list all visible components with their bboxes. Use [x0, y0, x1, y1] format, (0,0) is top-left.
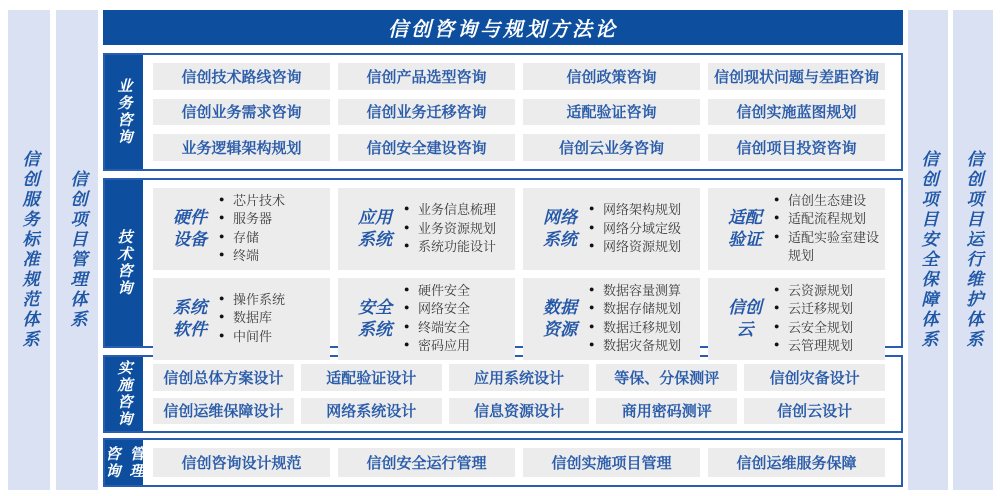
tech-card-bullets — [219, 192, 326, 266]
section-implementation-label: 实施咨询 — [115, 360, 133, 428]
section-management-label-col1: 咨询 — [103, 445, 121, 480]
business-item: 业务逻辑架构规划 — [153, 134, 330, 161]
business-item: 信创政策咨询 — [523, 63, 700, 90]
implementation-item: 信创云设计 — [744, 398, 885, 425]
tech-card-title: 安全 系统 — [358, 297, 392, 339]
bullet-item: ● 数据灾备规划 — [589, 337, 696, 355]
tech-card-title: 数据 资源 — [543, 297, 577, 339]
tech-card-cloud — [708, 278, 885, 360]
tech-card-title: 应用 系统 — [358, 207, 392, 249]
bullet-item: ● 业务资源规划 — [404, 220, 511, 238]
left-bar-project-management-label: 信创项目管理体系 — [67, 170, 87, 330]
bullet-item: ● 芯片技术 — [219, 192, 326, 210]
left-bar-service-standards — [8, 10, 50, 490]
bullet-item: ● 服务器 — [219, 210, 326, 228]
business-item: 信创云业务咨询 — [523, 134, 700, 161]
bullet-item: ● 网络分域定级 — [589, 220, 696, 238]
implementation-item: 信创运维保障设计 — [153, 398, 294, 425]
business-items-grid — [143, 55, 901, 169]
section-technical-label-bar — [105, 180, 143, 346]
bullet-item: ● 操作系统 — [219, 291, 326, 309]
business-item: 信创产品选型咨询 — [338, 63, 515, 90]
tech-card-title: 适配 验证 — [728, 207, 762, 249]
tech-card-bullets — [589, 282, 696, 356]
bullet-item: ● 数据存储规划 — [589, 300, 696, 318]
bullet-item: ● 数据库 — [219, 309, 326, 327]
section-business-consulting — [103, 53, 903, 171]
tech-card-title: 信创 云 — [728, 297, 762, 339]
bullet-item: ● 网络安全 — [404, 300, 511, 318]
management-items-grid — [143, 440, 901, 485]
business-item: 信创业务迁移咨询 — [338, 99, 515, 126]
section-implementation-consulting — [103, 355, 903, 433]
bullet-item: ● 终端安全 — [404, 319, 511, 337]
tech-card-bullets — [404, 282, 511, 356]
bullet-item: ● 系统功能设计 — [404, 238, 511, 256]
section-management-label-col2: 管理 — [127, 445, 145, 480]
bullet-item: ● 数据容量测算 — [589, 282, 696, 300]
tech-card-bullets — [589, 201, 696, 256]
implementation-items-grid — [143, 357, 901, 431]
technical-cards-grid — [143, 180, 901, 354]
implementation-item: 适配验证设计 — [301, 364, 442, 391]
tech-card-bullets — [404, 201, 511, 256]
business-item: 信创安全建设咨询 — [338, 134, 515, 161]
tech-card-data-resource — [523, 278, 700, 360]
section-implementation-label-bar — [105, 357, 143, 431]
section-business-label-bar — [105, 55, 143, 169]
bullet-item: ● 终端 — [219, 247, 326, 265]
management-item: 信创咨询设计规范 — [153, 448, 330, 477]
section-business-label: 业务咨询 — [115, 78, 133, 146]
business-item: 信创技术路线咨询 — [153, 63, 330, 90]
right-bar-operation-maintenance — [953, 10, 993, 490]
diagram-title: 信创咨询与规划方法论 — [103, 10, 903, 45]
bullet-item: ● 信创生态建设 — [774, 192, 881, 210]
section-consulting-management — [103, 438, 903, 487]
business-item: 信创业务需求咨询 — [153, 99, 330, 126]
business-item: 信创现状问题与差距咨询 — [708, 63, 885, 90]
tech-card-bullets — [219, 291, 326, 346]
bullet-item: ● 网络资源规划 — [589, 238, 696, 256]
business-item: 信创项目投资咨询 — [708, 134, 885, 161]
bullet-item: ● 业务信息梳理 — [404, 201, 511, 219]
business-item: 适配验证咨询 — [523, 99, 700, 126]
bullet-item: ● 云安全规划 — [774, 319, 881, 337]
bullet-item: ● 网络架构规划 — [589, 201, 696, 219]
section-technical-label: 技术咨询 — [115, 229, 133, 297]
tech-card-bullets — [774, 282, 881, 356]
main-panel — [103, 10, 903, 487]
bullet-item: ● 中间件 — [219, 328, 326, 346]
tech-card-system-software — [153, 278, 330, 360]
bullet-item: ● 云资源规划 — [774, 282, 881, 300]
right-bar-security-assurance-label: 信创项目安全保障体系 — [918, 150, 938, 350]
management-item: 信创实施项目管理 — [523, 448, 700, 477]
bullet-item: ● 数据迁移规划 — [589, 319, 696, 337]
implementation-item: 网络系统设计 — [301, 398, 442, 425]
section-management-label-bar — [105, 440, 143, 485]
implementation-item: 信息资源设计 — [449, 398, 590, 425]
implementation-item: 等保、分保测评 — [596, 364, 737, 391]
tech-card-security — [338, 278, 515, 360]
tech-card-title: 硬件 设备 — [173, 207, 207, 249]
tech-card-application — [338, 188, 515, 270]
business-item: 信创实施蓝图规划 — [708, 99, 885, 126]
management-item: 信创安全运行管理 — [338, 448, 515, 477]
bullet-item: ● 密码应用 — [404, 337, 511, 355]
tech-card-title: 网络 系统 — [543, 207, 577, 249]
bullet-item: ● 适配实验室建设规划 — [774, 229, 881, 266]
bullet-item: ● 适配流程规划 — [774, 210, 881, 228]
tech-card-hardware — [153, 188, 330, 270]
bullet-item: ● 硬件安全 — [404, 282, 511, 300]
right-bar-security-assurance — [908, 10, 948, 490]
implementation-item: 信创总体方案设计 — [153, 364, 294, 391]
tech-card-title: 系统 软件 — [173, 297, 207, 339]
tech-card-bullets — [774, 192, 881, 266]
left-bar-service-standards-label: 信创服务标准规范体系 — [19, 150, 39, 350]
left-bar-project-management — [56, 10, 98, 490]
bullet-item: ● 存储 — [219, 229, 326, 247]
management-item: 信创运维服务保障 — [708, 448, 885, 477]
tech-card-network — [523, 188, 700, 270]
right-bar-operation-maintenance-label: 信创项目运行维护体系 — [963, 150, 983, 350]
implementation-item: 信创灾备设计 — [744, 364, 885, 391]
implementation-item: 应用系统设计 — [449, 364, 590, 391]
implementation-item: 商用密码测评 — [596, 398, 737, 425]
bullet-item: ● 云迁移规划 — [774, 300, 881, 318]
tech-card-adaptation — [708, 188, 885, 270]
bullet-item: ● 云管理规划 — [774, 337, 881, 355]
section-technical-consulting — [103, 178, 903, 354]
